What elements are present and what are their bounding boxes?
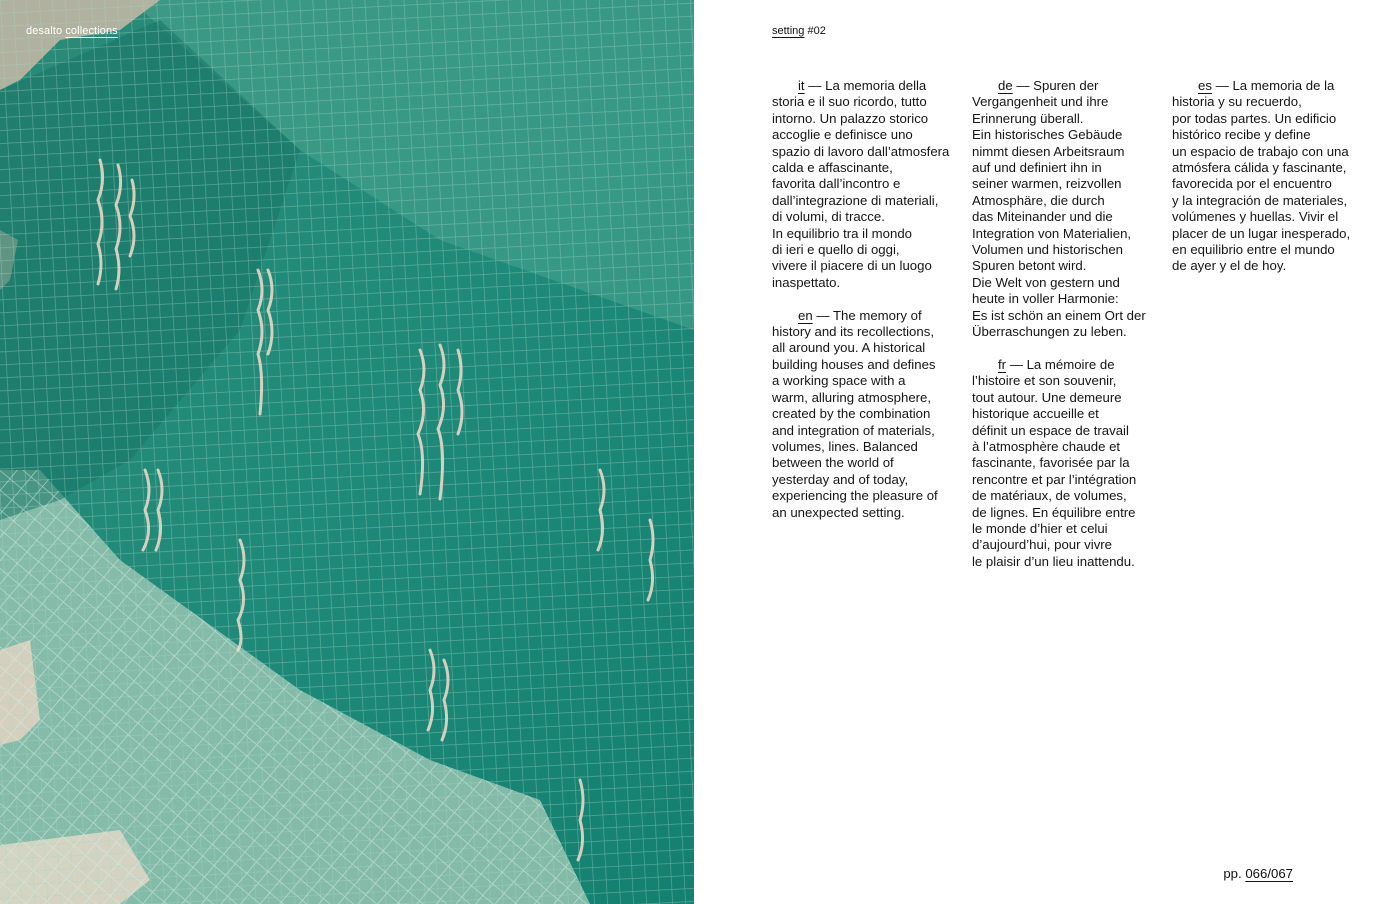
text-es: — La memoria de la historia y su recuerdo, por todas partes. Un edificio histórico recibe y define un espacio de trabajo con una atmósfera cálida y fascinante, favorecida por el encuentro y la integración de materiales, volúmenes y huellas. Vivir el placer de un lugar inesperado, en equilibrio entre el mundo de ayer y el de hoy. — [1172, 78, 1351, 274]
column-1 — [772, 78, 964, 537]
lang-code-en: en — [798, 307, 813, 323]
brand-prefix: desalto — [26, 25, 63, 37]
paragraph-es — [1172, 78, 1364, 275]
brand-collections-link[interactable]: collections — [65, 25, 118, 37]
column-2 — [972, 78, 1164, 587]
paragraph-en — [772, 308, 964, 521]
lang-code-it: it — [798, 78, 805, 93]
text-fr: — La mémoire de l’histoire et son souvenir, tout autour. Une demeure historique accueille et définit un espace de travail à l’atmosphère chaude et fascinante, favorisée par la rencontre et par l’intégration de matériaux, de volumes, de lignes. En équilibre entre le monde d’hier et celui d’aujourd’hui, pour vivre le plaisir d’un lieu inattendu. — [972, 356, 1137, 569]
text-de: — Spuren der Vergangenheit und ihre Erinnerung überall. Ein historisches Gebäude nimmt diesen Arbeitsraum auf und definiert ihn in seiner warmen, reizvollen Atmosphäre, die durch das Miteinander und die Integration von Materialien, Volumen und historischen Spuren betont wird. Die Welt von gestern und heute in voller Harmonie: Es ist schön an einem Ort der Überraschungen zu leben. — [972, 78, 1146, 340]
paragraph-de — [972, 78, 1164, 341]
page-prefix: pp. — [1223, 866, 1242, 881]
lang-code-fr: fr — [998, 356, 1007, 372]
brand-label — [26, 25, 118, 37]
text-it: — La memoria della storia e il suo ricordo, tutto intorno. Un palazzo storico accoglie e definisce uno spazio di lavoro dall’atmosfera calda e affascinante, favorita dall’incontro e dall’integrazione di materiali, di volumi, di tracce. In equilibrio tra il mondo di ieri e quello di oggi, vivere il piacere di un luogo inaspettato. — [772, 78, 950, 290]
text-en: — The memory of history and its recollections, all around you. A historical building houses and defines a working space with a warm, alluring atmosphere, created by the combination and integration of materials, volumes, lines. Balanced between the world of yesterday and of today, experiencing the pleasure of an unexpected setting. — [772, 307, 938, 520]
setting-label: setting — [772, 25, 805, 37]
column-3 — [1172, 78, 1364, 291]
paragraph-fr — [972, 357, 1164, 570]
lang-code-es: es — [1198, 78, 1212, 93]
setting-number: #02 — [807, 25, 826, 37]
lang-code-de: de — [998, 78, 1013, 93]
page-number-link[interactable]: 066/067 — [1245, 866, 1293, 881]
paragraph-it — [772, 78, 964, 291]
section-heading — [772, 25, 826, 37]
text-page — [694, 0, 1388, 904]
page-numbers — [1223, 866, 1293, 881]
